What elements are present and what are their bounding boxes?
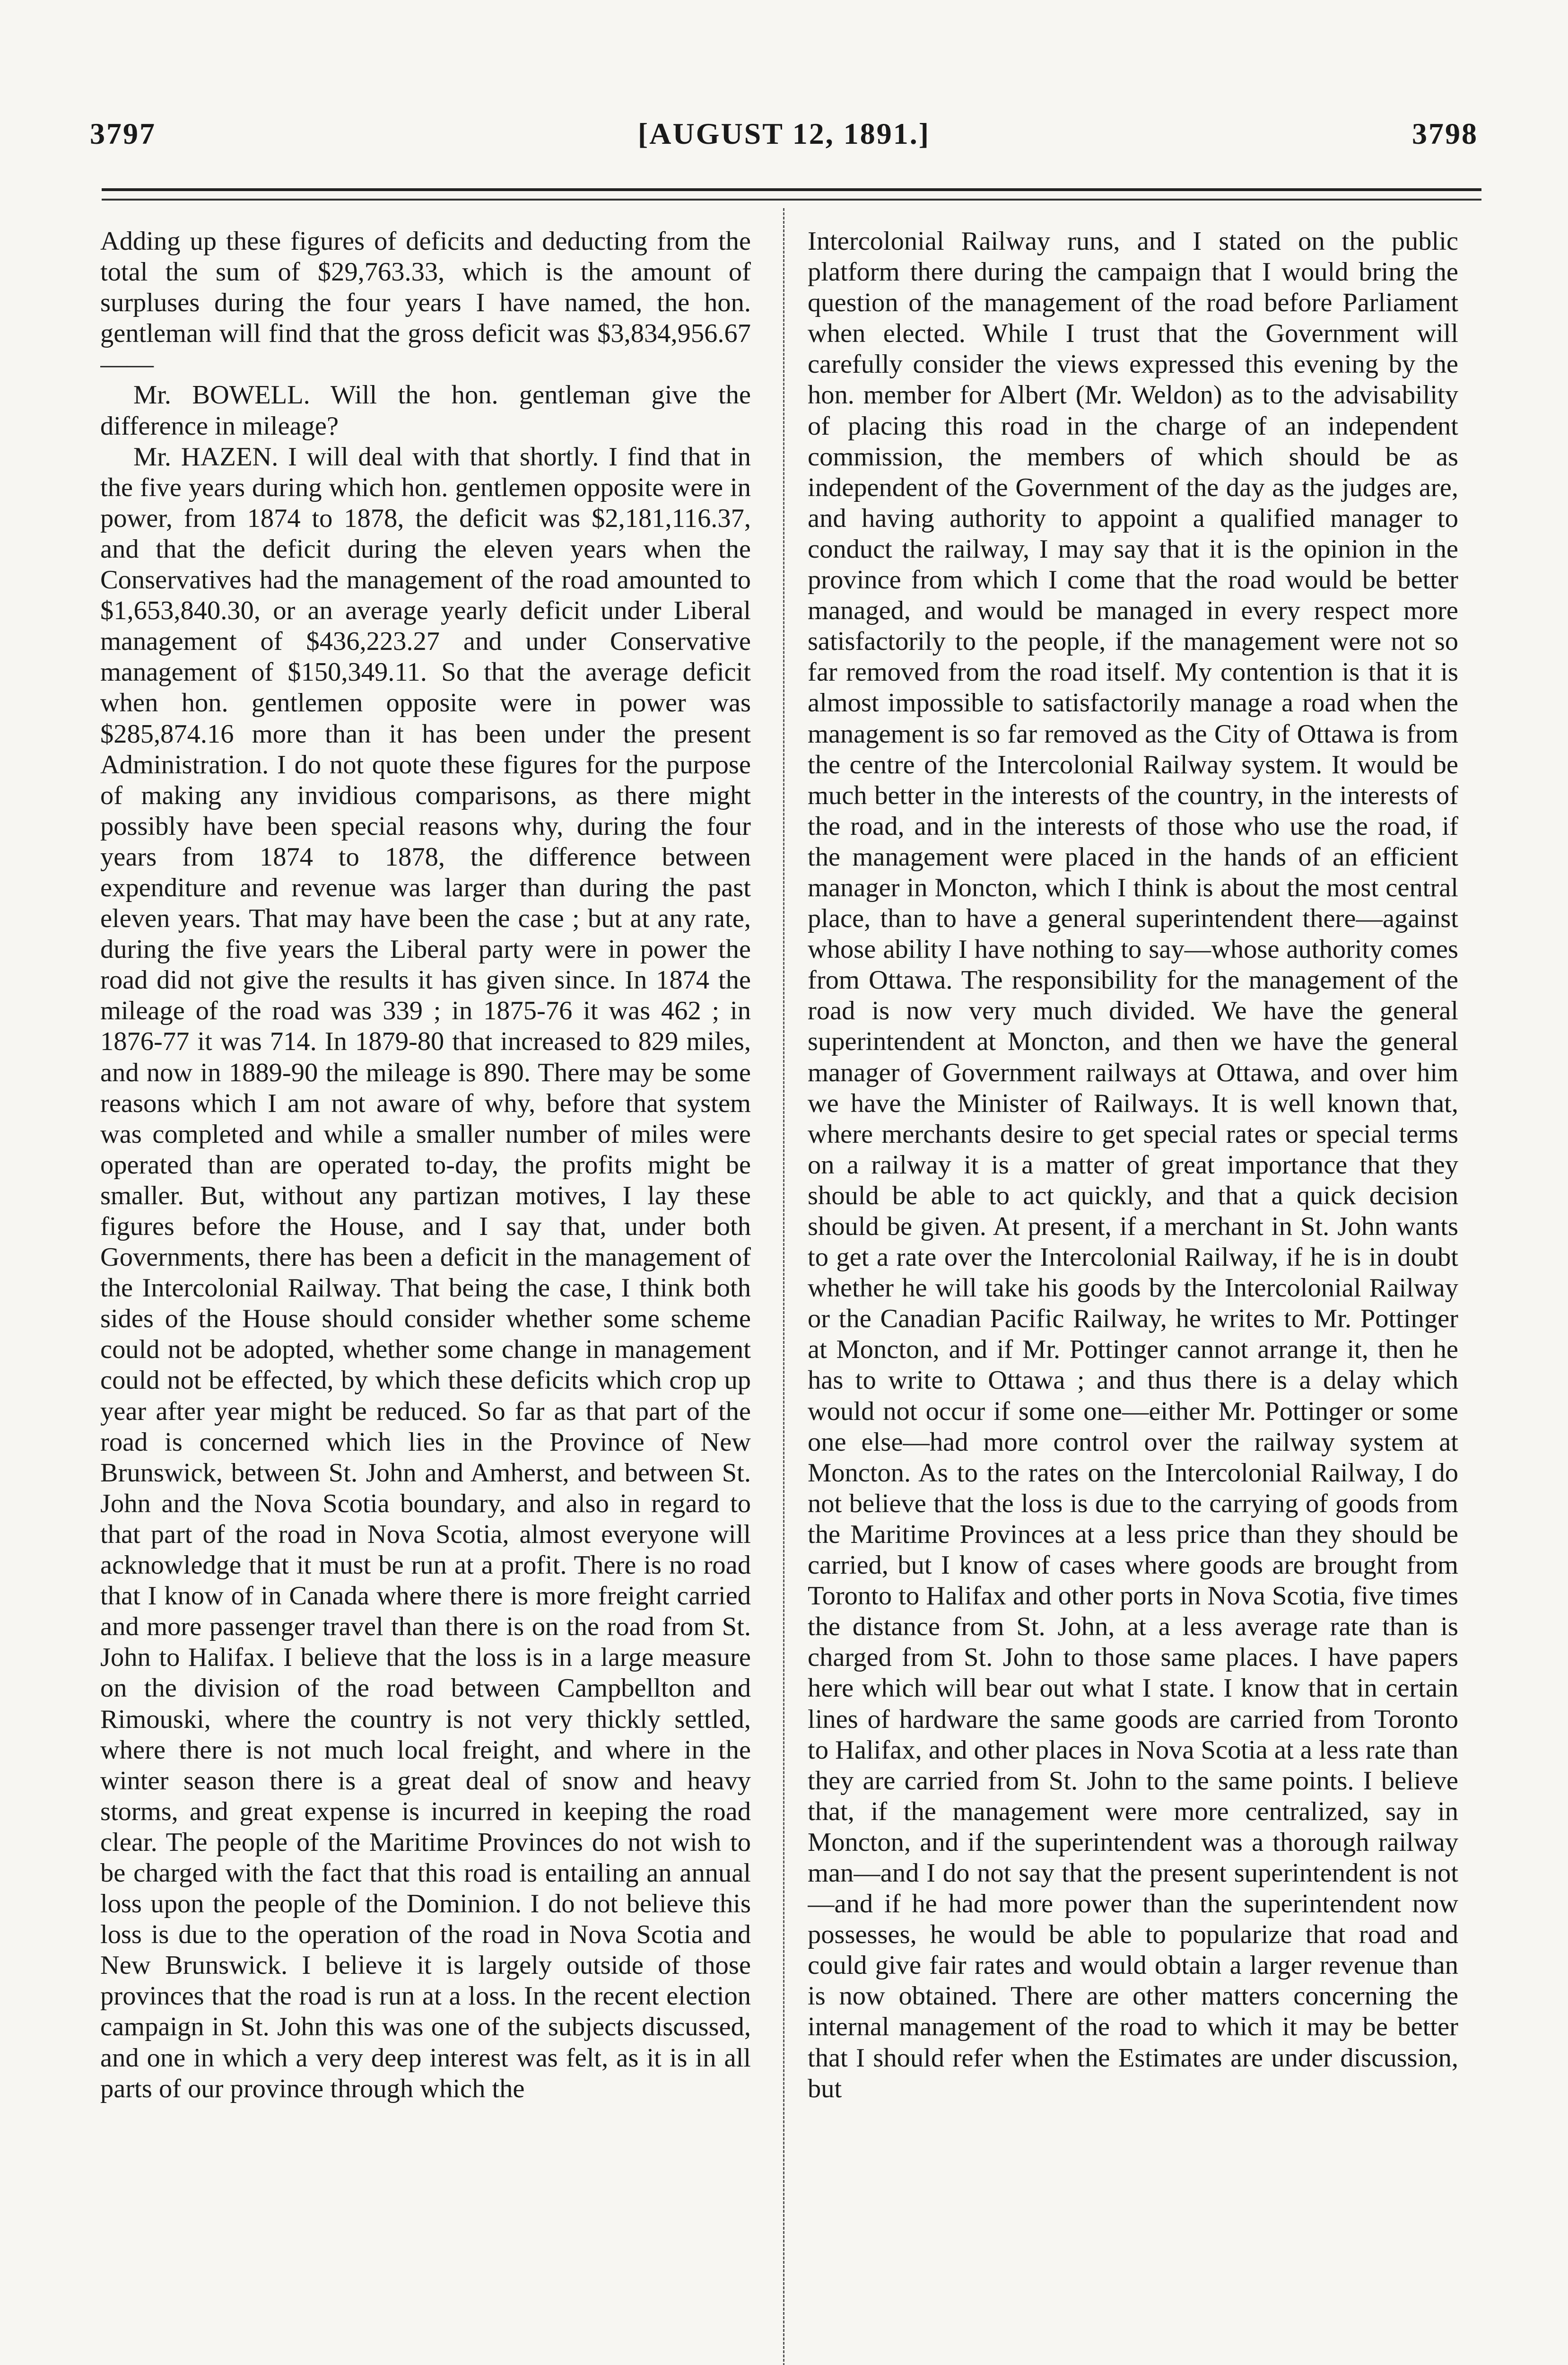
left-column	[100, 226, 751, 2364]
paragraph: Intercolonial Railway runs, and I stated on the public platform there during the campaign that I would bring the question of the management of the road before Parliament when elected. While I trust that the Government will carefully consider the views expressed this evening by the hon. member for Albert (Mr. Weldon) as to the advisability of placing this road in the charge of an independent commission, the members of which should be as independent of the Government of the day as the judges are, and having authority to appoint a qualified manager to conduct the railway, I may say that it is the opinion in the province from which I come that the road would be better managed, and would be managed in every respect more satisfactorily to the people, if the management were not so far removed from the road itself. My contention is that it is almost impossible to satisfactorily manage a road when the management is so far removed as the City of Ottawa is from the centre of the Intercolonial Railway system. It would be much better in the interests of the country, in the interests of the road, and in the interests of those who use the road, if the management were placed in the hands of an efficient manager in Moncton, which I think is about the most central place, than to have a general superintendent there—against whose ability I have nothing to say—whose authority comes from Ottawa. The responsibility for the management of the road is now very much divided. We have the general superintendent at Moncton, and then we have the general manager of Government railways at Ottawa, and over him we have the Minister of Railways. It is well known that, where merchants desire to get special rates or special terms on a railway it is a matter of great importance that they should be able to act quickly, and that a quick decision should be given. At present, if a merchant in St. John wants to get a rate over the Intercolonial Railway, if he is in doubt whether he will take his goods by the Intercolonial Railway or the Canadian Pacific Railway, he writes to Mr. Pottinger at Moncton, and if Mr. Pottinger cannot arrange it, then he has to write to Ottawa ; and thus there is a delay which would not occur if some one—either Mr. Pottinger or some one else—had more control over the railway system at Moncton. As to the rates on the Intercolonial Railway, I do not believe that the loss is due to the carrying of goods from the Maritime Provinces at a less price than they should be carried, but I know of cases where goods are brought from Toronto to Halifax and other ports in Nova Scotia, five times the distance from St. John, at a less average rate than is charged from St. John to those same places. I have papers here which will bear out what I state. I know that in certain lines of hardware the same goods are carried from Toronto to Halifax, and other places in Nova Scotia at a less rate than they are carried from St. John to the same points. I believe that, if the management were more centralized, say in Moncton, and if the superintendent was a thorough railway man—and I do not say that the present superintendent is not—and if he had more power than the superintendent now possesses, he would be able to popularize that road and could give fair rates and would obtain a larger revenue than is now obtained. There are other matters concerning the internal management of the road to which it may be better that I should refer when the Estimates are under discussion, but	[808, 227, 1458, 2103]
page-header	[90, 108, 1478, 165]
header-rule-thick	[102, 188, 1481, 191]
paragraph: Mr. HAZEN. I will deal with that shortly. I find that in the five years during which hon. gentlemen opposite were in power, from 1874 to 1878, the deficit was $2,181,116.37, and that the deficit during the eleven years when the Conservatives had the management of the road amounted to $1,653,840.30, or an average yearly deficit under Liberal management of $436,223.27 and under Conservative management of $150,349.11. So that the average deficit when hon. gentlemen opposite were in power was $285,874.16 more than it has been under the present Administration. I do not quote these figures for the purpose of making any invidious comparisons, as there might possibly have been special reasons why, during the four years from 1874 to 1878, the difference between expenditure and revenue was larger than during the past eleven years. That may have been the case ; but at any rate, during the five years the Liberal party were in power the road did not give the results it has given since. In 1874 the mileage of the road was 339 ; in 1875-76 it was 462 ; in 1876-77 it was 714. In 1879-80 that increased to 829 miles, and now in 1889-90 the mileage is 890. There may be some reasons which I am not aware of why, before that system was completed and while a smaller number of miles were operated than are operated to-day, the profits might be smaller. But, without any partizan motives, I lay these figures before the House, and I say that, under both Governments, there has been a deficit in the management of the Intercolonial Railway. That being the case, I think both sides of the House should consider whether some scheme could not be adopted, whether some change in management could not be effected, by which these deficits which crop up year after year might be reduced. So far as that part of the road is concerned which lies in the Province of New Brunswick, between St. John and Amherst, and between St. John and the Nova Scotia boundary, and also in regard to that part of the road in Nova Scotia, almost everyone will acknowledge that it must be run at a profit. There is no road that I know of in Canada where there is more freight carried and more passenger travel than there is on the road from St. John to Halifax. I believe that the loss is in a large measure on the division of the road between Campbellton and Rimouski, where the country is not very thickly settled, where there is not much local freight, and where in the winter season there is a great deal of snow and heavy storms, and great expense is incurred in keeping the road clear. The people of the Maritime Provinces do not wish to be charged with the fact that this road is entailing an annual loss upon the people of the Dominion. I do not believe this loss is due to the operation of the road in Nova Scotia and New Brunswick. I believe it is largely outside of those provinces that the road is run at a loss. In the recent election campaign in St. John this was one of the subjects discussed, and one in which a very deep interest was felt, as it is in all parts of our province through which the	[100, 442, 751, 2103]
paragraph: Mr. BOWELL. Will the hon. gentleman give the difference in mileage?	[100, 380, 751, 441]
paragraph: Adding up these figures of deficits and deducting from the total the sum of $29,763.33, which is the amount of surpluses during the four years I have named, the hon. gentleman will find that the gross deficit was $3,834,956.67——	[100, 227, 751, 379]
header-rule-thin	[102, 199, 1481, 201]
column-divider	[783, 208, 784, 2365]
page-number-right: 3798	[1412, 117, 1478, 150]
right-column	[808, 226, 1458, 2364]
page-date: [AUGUST 12, 1891.]	[637, 117, 931, 150]
page-number-left: 3797	[90, 117, 156, 150]
